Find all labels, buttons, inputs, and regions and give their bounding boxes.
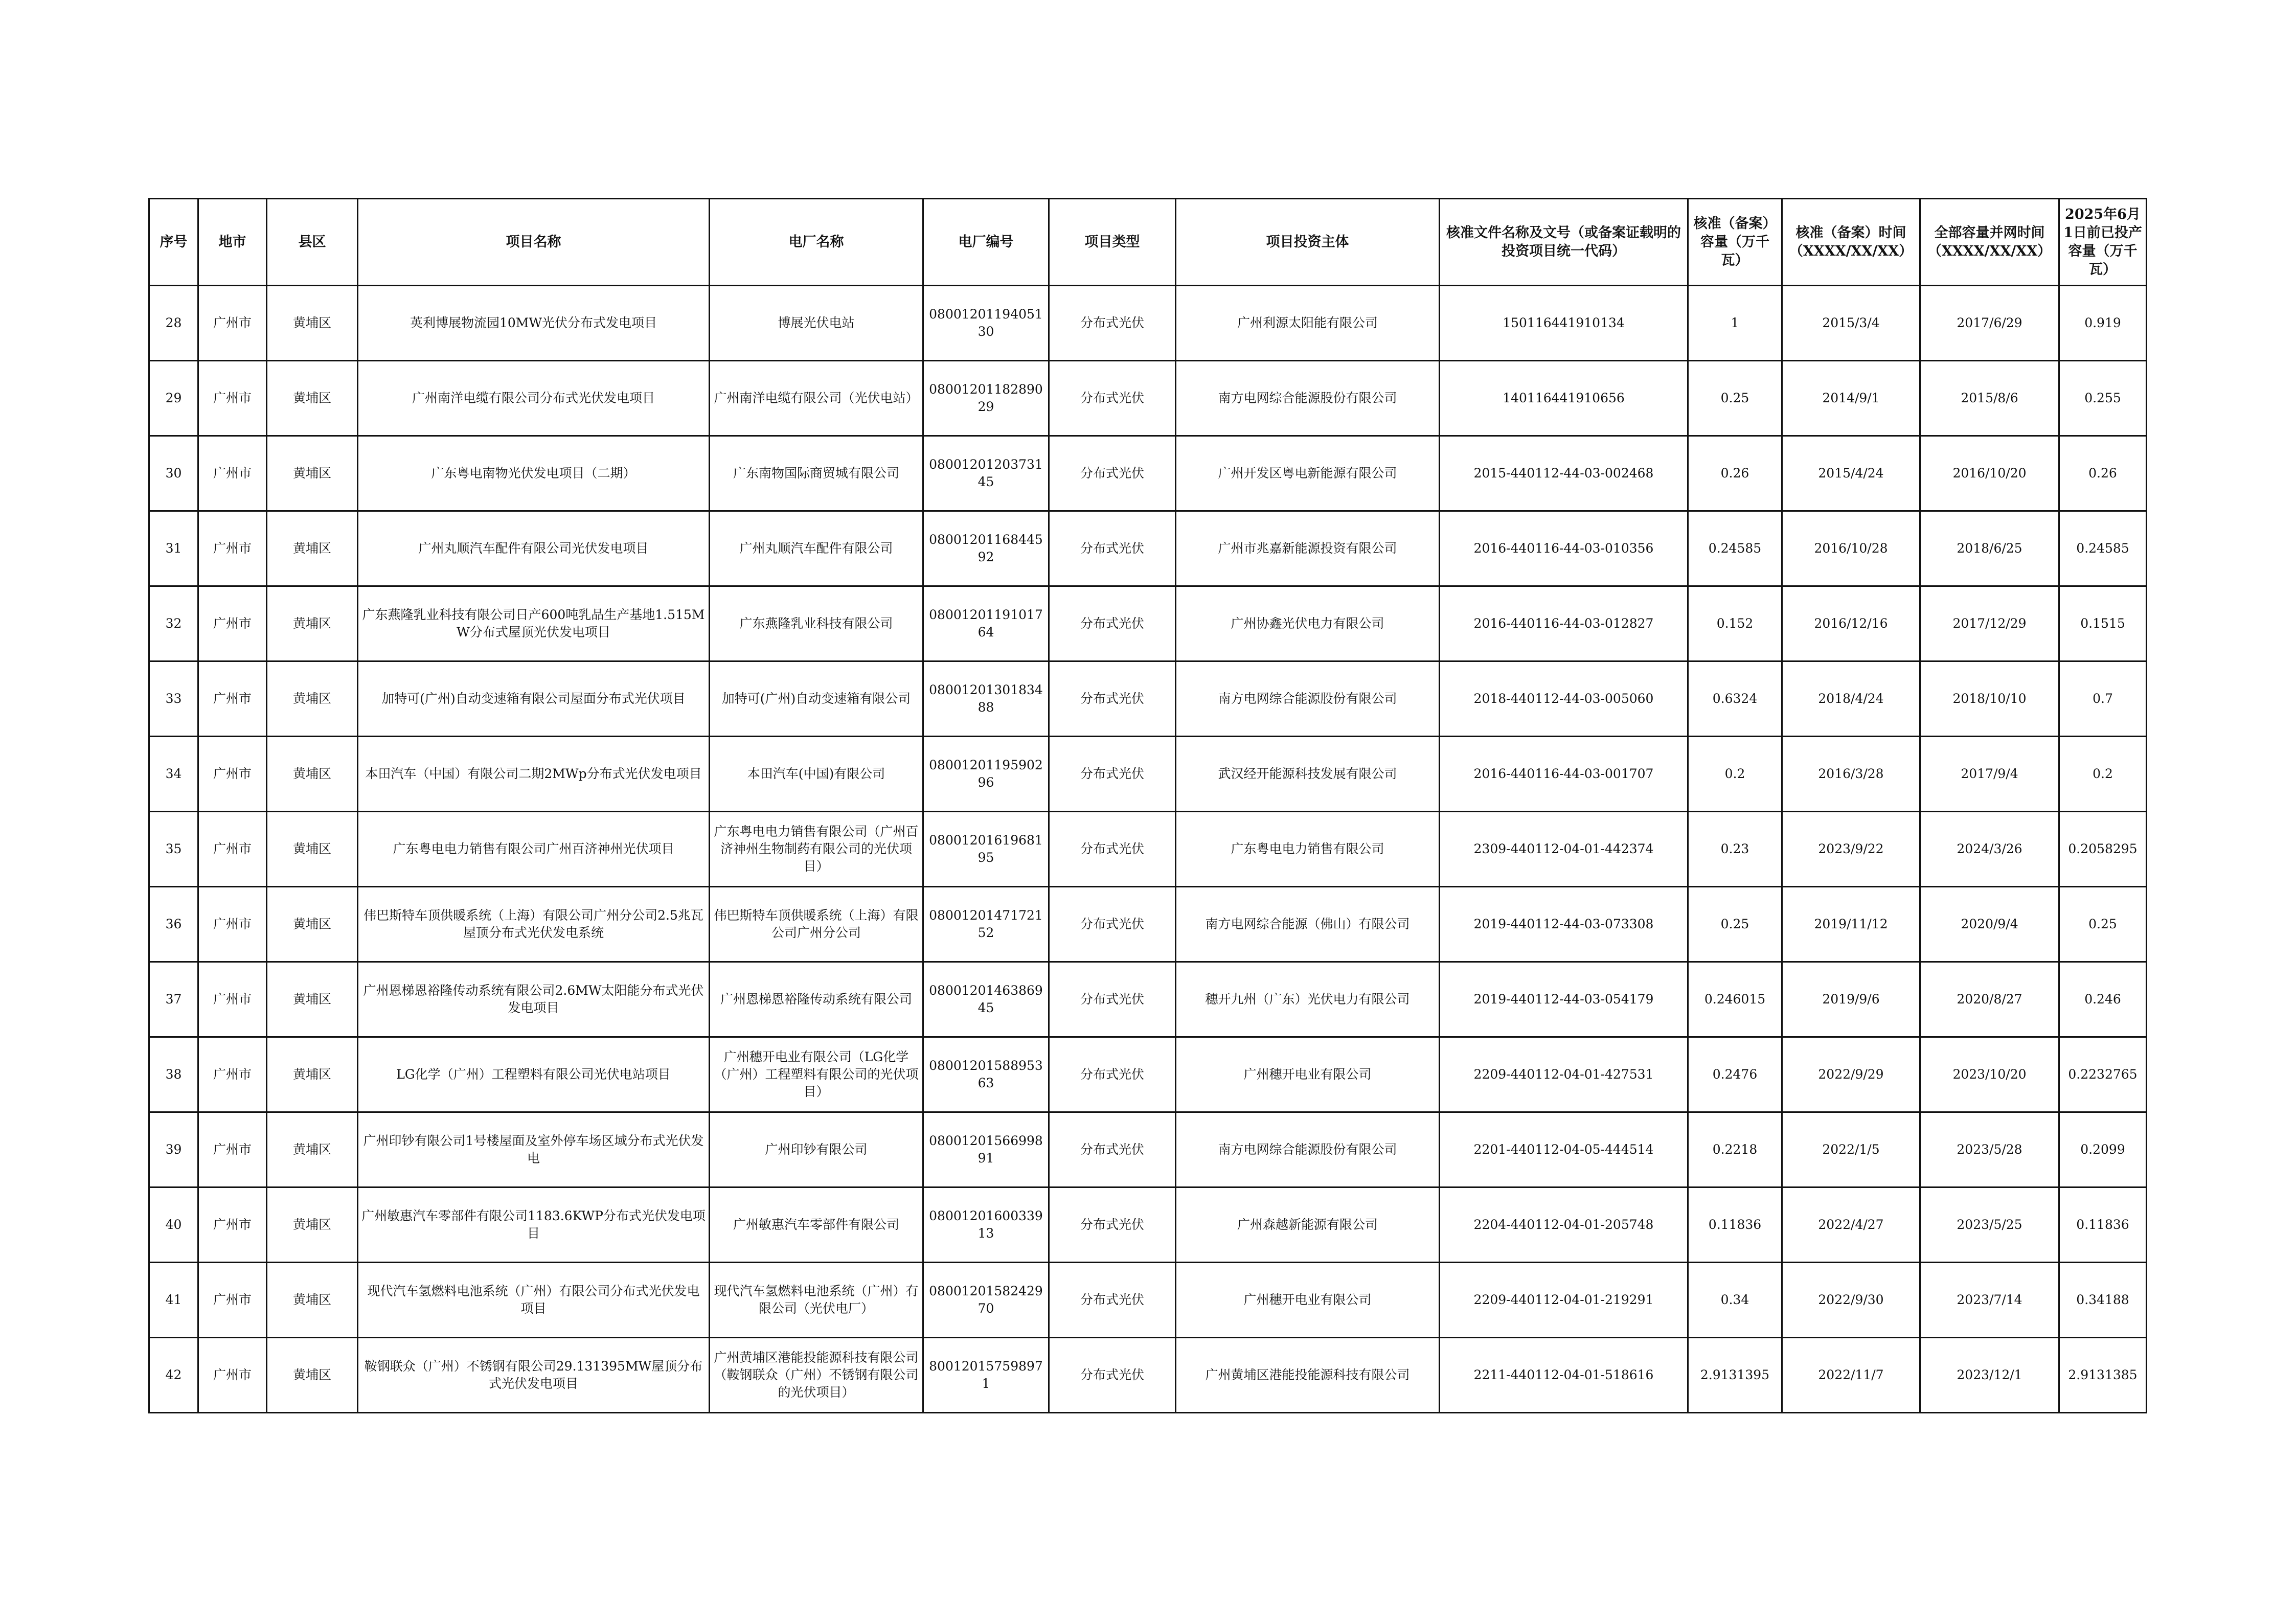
cell-approval-date: 2016/12/16 xyxy=(1782,586,1920,661)
cell-approval-doc: 2201-440112-04-05-444514 xyxy=(1440,1112,1688,1187)
cell-approved-capacity: 0.2 xyxy=(1688,737,1782,812)
cell-district: 黄埔区 xyxy=(267,286,358,361)
header-project-type: 项目类型 xyxy=(1049,199,1176,286)
cell-approval-doc: 2204-440112-04-01-205748 xyxy=(1440,1187,1688,1263)
cell-project-type: 分布式光伏 xyxy=(1049,1112,1176,1187)
cell-plant-id: 0800120156699891 xyxy=(923,1112,1049,1187)
cell-city: 广州市 xyxy=(198,511,267,586)
cell-plant-id: 800120157598971 xyxy=(923,1338,1049,1413)
cell-seq: 28 xyxy=(149,286,198,361)
cell-district: 黄埔区 xyxy=(267,1187,358,1263)
cell-approved-capacity: 1 xyxy=(1688,286,1782,361)
cell-project-name: 本田汽车（中国）有限公司二期2MWp分布式光伏发电项目 xyxy=(358,737,710,812)
cell-investor: 南方电网综合能源股份有限公司 xyxy=(1176,661,1440,737)
cell-approval-date: 2014/9/1 xyxy=(1782,361,1920,436)
table-row xyxy=(149,962,2147,1037)
table-row xyxy=(149,737,2147,812)
cell-investor: 武汉经开能源科技发展有限公司 xyxy=(1176,737,1440,812)
cell-plant-id: 0800120158895363 xyxy=(923,1037,1049,1112)
cell-investor: 广州穗开电业有限公司 xyxy=(1176,1263,1440,1338)
cell-project-name: 广州敏惠汽车零部件有限公司1183.6KWP分布式光伏发电项目 xyxy=(358,1187,710,1263)
header-plant-id: 电厂编号 xyxy=(923,199,1049,286)
cell-project-name: 伟巴斯特车顶供暖系统（上海）有限公司广州分公司2.5兆瓦屋顶分布式光伏发电系统 xyxy=(358,887,710,962)
cell-project-name: LG化学（广州）工程塑料有限公司光伏电站项目 xyxy=(358,1037,710,1112)
cell-project-type: 分布式光伏 xyxy=(1049,1187,1176,1263)
cell-approval-doc: 2016-440116-44-03-012827 xyxy=(1440,586,1688,661)
cell-installed-capacity: 0.25 xyxy=(2059,887,2147,962)
project-table xyxy=(148,198,2147,1413)
cell-district: 黄埔区 xyxy=(267,436,358,511)
cell-city: 广州市 xyxy=(198,286,267,361)
cell-approved-capacity: 0.25 xyxy=(1688,361,1782,436)
cell-seq: 29 xyxy=(149,361,198,436)
table-body xyxy=(149,286,2147,1413)
cell-investor: 广州穗开电业有限公司 xyxy=(1176,1037,1440,1112)
cell-plant-name: 博展光伏电站 xyxy=(710,286,923,361)
table-row xyxy=(149,887,2147,962)
cell-plant-name: 本田汽车(中国)有限公司 xyxy=(710,737,923,812)
cell-approval-doc: 2016-440116-44-03-001707 xyxy=(1440,737,1688,812)
cell-project-name: 广州印钞有限公司1号楼屋面及室外停车场区域分布式光伏发电 xyxy=(358,1112,710,1187)
cell-grid-date: 2017/9/4 xyxy=(1920,737,2059,812)
cell-installed-capacity: 0.2099 xyxy=(2059,1112,2147,1187)
cell-plant-id: 0800120119405130 xyxy=(923,286,1049,361)
cell-installed-capacity: 0.2 xyxy=(2059,737,2147,812)
cell-district: 黄埔区 xyxy=(267,511,358,586)
cell-plant-name: 广州黄埔区港能投能源科技有限公司（鞍钢联众（广州）不锈钢有限公司的光伏项目） xyxy=(710,1338,923,1413)
cell-grid-date: 2017/6/29 xyxy=(1920,286,2059,361)
cell-installed-capacity: 0.11836 xyxy=(2059,1187,2147,1263)
cell-investor: 南方电网综合能源（佛山）有限公司 xyxy=(1176,887,1440,962)
cell-city: 广州市 xyxy=(198,1187,267,1263)
cell-investor: 广州协鑫光伏电力有限公司 xyxy=(1176,586,1440,661)
cell-city: 广州市 xyxy=(198,1263,267,1338)
cell-installed-capacity: 0.26 xyxy=(2059,436,2147,511)
cell-city: 广州市 xyxy=(198,1338,267,1413)
cell-project-type: 分布式光伏 xyxy=(1049,962,1176,1037)
cell-plant-id: 0800120160033913 xyxy=(923,1187,1049,1263)
cell-plant-id: 0800120119590296 xyxy=(923,737,1049,812)
cell-investor: 广州开发区粤电新能源有限公司 xyxy=(1176,436,1440,511)
cell-project-type: 分布式光伏 xyxy=(1049,812,1176,887)
cell-approval-date: 2016/3/28 xyxy=(1782,737,1920,812)
cell-plant-id: 0800120116844592 xyxy=(923,511,1049,586)
cell-plant-id: 0800120130183488 xyxy=(923,661,1049,737)
cell-district: 黄埔区 xyxy=(267,737,358,812)
cell-investor: 广东粤电电力销售有限公司 xyxy=(1176,812,1440,887)
cell-project-type: 分布式光伏 xyxy=(1049,511,1176,586)
cell-investor: 南方电网综合能源股份有限公司 xyxy=(1176,1112,1440,1187)
cell-approved-capacity: 0.2218 xyxy=(1688,1112,1782,1187)
table-header-row xyxy=(149,199,2147,286)
cell-project-type: 分布式光伏 xyxy=(1049,286,1176,361)
cell-approved-capacity: 0.2476 xyxy=(1688,1037,1782,1112)
cell-approval-doc: 2019-440112-44-03-054179 xyxy=(1440,962,1688,1037)
cell-city: 广州市 xyxy=(198,661,267,737)
cell-approval-doc: 2016-440116-44-03-010356 xyxy=(1440,511,1688,586)
cell-plant-name: 广州南洋电缆有限公司（光伏电站） xyxy=(710,361,923,436)
cell-project-name: 广东粤电电力销售有限公司广州百济神州光伏项目 xyxy=(358,812,710,887)
cell-installed-capacity: 0.34188 xyxy=(2059,1263,2147,1338)
cell-plant-id: 0800120147172152 xyxy=(923,887,1049,962)
cell-approved-capacity: 0.6324 xyxy=(1688,661,1782,737)
cell-project-name: 广州丸顺汽车配件有限公司光伏发电项目 xyxy=(358,511,710,586)
cell-district: 黄埔区 xyxy=(267,361,358,436)
cell-project-name: 加特可(广州)自动变速箱有限公司屋面分布式光伏项目 xyxy=(358,661,710,737)
cell-installed-capacity: 0.1515 xyxy=(2059,586,2147,661)
cell-grid-date: 2023/5/25 xyxy=(1920,1187,2059,1263)
cell-district: 黄埔区 xyxy=(267,661,358,737)
cell-grid-date: 2023/12/1 xyxy=(1920,1338,2059,1413)
cell-plant-name: 广州恩梯恩裕隆传动系统有限公司 xyxy=(710,962,923,1037)
cell-plant-name: 广州穗开电业有限公司（LG化学（广州）工程塑料有限公司的光伏项目） xyxy=(710,1037,923,1112)
cell-investor: 广州黄埔区港能投能源科技有限公司 xyxy=(1176,1338,1440,1413)
cell-approval-date: 2019/9/6 xyxy=(1782,962,1920,1037)
cell-approved-capacity: 0.11836 xyxy=(1688,1187,1782,1263)
cell-approved-capacity: 0.152 xyxy=(1688,586,1782,661)
cell-project-name: 鞍钢联众（广州）不锈钢有限公司29.131395MW屋顶分布式光伏发电项目 xyxy=(358,1338,710,1413)
cell-approval-doc: 2209-440112-04-01-427531 xyxy=(1440,1037,1688,1112)
cell-grid-date: 2023/10/20 xyxy=(1920,1037,2059,1112)
cell-approval-date: 2022/9/29 xyxy=(1782,1037,1920,1112)
cell-project-name: 广东粤电南物光伏发电项目（二期） xyxy=(358,436,710,511)
cell-grid-date: 2017/12/29 xyxy=(1920,586,2059,661)
cell-seq: 31 xyxy=(149,511,198,586)
header-seq: 序号 xyxy=(149,199,198,286)
table-row xyxy=(149,286,2147,361)
cell-project-type: 分布式光伏 xyxy=(1049,361,1176,436)
cell-grid-date: 2023/7/14 xyxy=(1920,1263,2059,1338)
cell-approval-doc: 2019-440112-44-03-073308 xyxy=(1440,887,1688,962)
cell-city: 广州市 xyxy=(198,887,267,962)
cell-project-type: 分布式光伏 xyxy=(1049,1037,1176,1112)
cell-approval-date: 2018/4/24 xyxy=(1782,661,1920,737)
table-row xyxy=(149,511,2147,586)
cell-investor: 广州森越新能源有限公司 xyxy=(1176,1187,1440,1263)
cell-district: 黄埔区 xyxy=(267,1037,358,1112)
cell-grid-date: 2023/5/28 xyxy=(1920,1112,2059,1187)
cell-seq: 36 xyxy=(149,887,198,962)
header-district: 县区 xyxy=(267,199,358,286)
cell-plant-id: 0800120161968195 xyxy=(923,812,1049,887)
cell-approval-doc: 2018-440112-44-03-005060 xyxy=(1440,661,1688,737)
cell-plant-name: 广东粤电电力销售有限公司（广州百济神州生物制药有限公司的光伏项目） xyxy=(710,812,923,887)
table-row xyxy=(149,661,2147,737)
cell-approval-date: 2023/9/22 xyxy=(1782,812,1920,887)
cell-grid-date: 2020/8/27 xyxy=(1920,962,2059,1037)
cell-plant-name: 广州敏惠汽车零部件有限公司 xyxy=(710,1187,923,1263)
cell-plant-name: 加特可(广州)自动变速箱有限公司 xyxy=(710,661,923,737)
cell-project-type: 分布式光伏 xyxy=(1049,887,1176,962)
cell-seq: 41 xyxy=(149,1263,198,1338)
cell-investor: 南方电网综合能源股份有限公司 xyxy=(1176,361,1440,436)
cell-grid-date: 2018/6/25 xyxy=(1920,511,2059,586)
cell-grid-date: 2016/10/20 xyxy=(1920,436,2059,511)
cell-approval-doc: 2209-440112-04-01-219291 xyxy=(1440,1263,1688,1338)
cell-city: 广州市 xyxy=(198,812,267,887)
table-row xyxy=(149,1187,2147,1263)
cell-district: 黄埔区 xyxy=(267,812,358,887)
cell-installed-capacity: 2.9131385 xyxy=(2059,1338,2147,1413)
header-grid-date: 全部容量并网时间（XXXX/XX/XX） xyxy=(1920,199,2059,286)
cell-plant-name: 广东南物国际商贸城有限公司 xyxy=(710,436,923,511)
table-row xyxy=(149,1112,2147,1187)
cell-project-type: 分布式光伏 xyxy=(1049,1263,1176,1338)
cell-grid-date: 2015/8/6 xyxy=(1920,361,2059,436)
table-row xyxy=(149,812,2147,887)
cell-plant-id: 0800120146386945 xyxy=(923,962,1049,1037)
cell-grid-date: 2020/9/4 xyxy=(1920,887,2059,962)
cell-approval-date: 2015/3/4 xyxy=(1782,286,1920,361)
cell-district: 黄埔区 xyxy=(267,1263,358,1338)
cell-city: 广州市 xyxy=(198,361,267,436)
cell-approval-date: 2022/11/7 xyxy=(1782,1338,1920,1413)
cell-seq: 34 xyxy=(149,737,198,812)
cell-seq: 42 xyxy=(149,1338,198,1413)
cell-approval-date: 2019/11/12 xyxy=(1782,887,1920,962)
header-installed-capacity: 2025年6月1日前已投产容量（万千瓦） xyxy=(2059,199,2147,286)
cell-installed-capacity: 0.919 xyxy=(2059,286,2147,361)
cell-plant-id: 0800120120373145 xyxy=(923,436,1049,511)
cell-installed-capacity: 0.24585 xyxy=(2059,511,2147,586)
cell-grid-date: 2018/10/10 xyxy=(1920,661,2059,737)
table-row xyxy=(149,586,2147,661)
cell-approval-date: 2015/4/24 xyxy=(1782,436,1920,511)
cell-approval-doc: 2211-440112-04-01-518616 xyxy=(1440,1338,1688,1413)
cell-seq: 39 xyxy=(149,1112,198,1187)
cell-installed-capacity: 0.2232765 xyxy=(2059,1037,2147,1112)
cell-plant-name: 广东燕隆乳业科技有限公司 xyxy=(710,586,923,661)
cell-city: 广州市 xyxy=(198,1112,267,1187)
cell-city: 广州市 xyxy=(198,436,267,511)
cell-approved-capacity: 0.34 xyxy=(1688,1263,1782,1338)
cell-approval-date: 2022/1/5 xyxy=(1782,1112,1920,1187)
cell-plant-id: 0800120158242970 xyxy=(923,1263,1049,1338)
cell-approved-capacity: 0.24585 xyxy=(1688,511,1782,586)
cell-city: 广州市 xyxy=(198,1037,267,1112)
cell-installed-capacity: 0.246 xyxy=(2059,962,2147,1037)
cell-plant-id: 0800120118289029 xyxy=(923,361,1049,436)
table-row xyxy=(149,361,2147,436)
cell-district: 黄埔区 xyxy=(267,586,358,661)
cell-approval-doc: 150116441910134 xyxy=(1440,286,1688,361)
cell-investor: 广州市兆嘉新能源投资有限公司 xyxy=(1176,511,1440,586)
cell-city: 广州市 xyxy=(198,737,267,812)
cell-project-name: 广东燕隆乳业科技有限公司日产600吨乳品生产基地1.515MW分布式屋顶光伏发电项目 xyxy=(358,586,710,661)
cell-approval-doc: 2015-440112-44-03-002468 xyxy=(1440,436,1688,511)
header-plant-name: 电厂名称 xyxy=(710,199,923,286)
cell-project-type: 分布式光伏 xyxy=(1049,737,1176,812)
cell-district: 黄埔区 xyxy=(267,962,358,1037)
cell-installed-capacity: 0.255 xyxy=(2059,361,2147,436)
cell-seq: 40 xyxy=(149,1187,198,1263)
cell-project-name: 英利博展物流园10MW光伏分布式发电项目 xyxy=(358,286,710,361)
cell-seq: 33 xyxy=(149,661,198,737)
table-row xyxy=(149,1338,2147,1413)
cell-approval-date: 2016/10/28 xyxy=(1782,511,1920,586)
cell-approved-capacity: 0.246015 xyxy=(1688,962,1782,1037)
cell-project-type: 分布式光伏 xyxy=(1049,1338,1176,1413)
cell-seq: 38 xyxy=(149,1037,198,1112)
cell-approval-doc: 2309-440112-04-01-442374 xyxy=(1440,812,1688,887)
cell-grid-date: 2024/3/26 xyxy=(1920,812,2059,887)
cell-approval-date: 2022/4/27 xyxy=(1782,1187,1920,1263)
cell-project-name: 现代汽车氢燃料电池系统（广州）有限公司分布式光伏发电项目 xyxy=(358,1263,710,1338)
cell-plant-name: 广州印钞有限公司 xyxy=(710,1112,923,1187)
header-approved-capacity: 核准（备案）容量（万千瓦） xyxy=(1688,199,1782,286)
cell-approved-capacity: 0.26 xyxy=(1688,436,1782,511)
cell-approval-date: 2022/9/30 xyxy=(1782,1263,1920,1338)
header-city: 地市 xyxy=(198,199,267,286)
cell-plant-name: 现代汽车氢燃料电池系统（广州）有限公司（光伏电厂） xyxy=(710,1263,923,1338)
header-investor: 项目投资主体 xyxy=(1176,199,1440,286)
table-row xyxy=(149,1263,2147,1338)
cell-plant-name: 广州丸顺汽车配件有限公司 xyxy=(710,511,923,586)
cell-approved-capacity: 0.23 xyxy=(1688,812,1782,887)
header-project-name: 项目名称 xyxy=(358,199,710,286)
cell-district: 黄埔区 xyxy=(267,1112,358,1187)
cell-approved-capacity: 0.25 xyxy=(1688,887,1782,962)
cell-plant-name: 伟巴斯特车顶供暖系统（上海）有限公司广州分公司 xyxy=(710,887,923,962)
cell-seq: 35 xyxy=(149,812,198,887)
cell-seq: 32 xyxy=(149,586,198,661)
cell-district: 黄埔区 xyxy=(267,1338,358,1413)
cell-district: 黄埔区 xyxy=(267,887,358,962)
header-approval-doc: 核准文件名称及文号（或备案证载明的投资项目统一代码） xyxy=(1440,199,1688,286)
cell-seq: 30 xyxy=(149,436,198,511)
cell-installed-capacity: 0.7 xyxy=(2059,661,2147,737)
cell-city: 广州市 xyxy=(198,586,267,661)
table-row xyxy=(149,436,2147,511)
cell-investor: 广州利源太阳能有限公司 xyxy=(1176,286,1440,361)
cell-plant-id: 0800120119101764 xyxy=(923,586,1049,661)
cell-project-name: 广州恩梯恩裕隆传动系统有限公司2.6MW太阳能分布式光伏发电项目 xyxy=(358,962,710,1037)
cell-project-name: 广州南洋电缆有限公司分布式光伏发电项目 xyxy=(358,361,710,436)
cell-investor: 穗开九州（广东）光伏电力有限公司 xyxy=(1176,962,1440,1037)
header-approval-date: 核准（备案）时间（XXXX/XX/XX） xyxy=(1782,199,1920,286)
cell-approval-doc: 140116441910656 xyxy=(1440,361,1688,436)
cell-approved-capacity: 2.9131395 xyxy=(1688,1338,1782,1413)
cell-project-type: 分布式光伏 xyxy=(1049,436,1176,511)
cell-city: 广州市 xyxy=(198,962,267,1037)
table-row xyxy=(149,1037,2147,1112)
cell-seq: 37 xyxy=(149,962,198,1037)
cell-project-type: 分布式光伏 xyxy=(1049,586,1176,661)
cell-project-type: 分布式光伏 xyxy=(1049,661,1176,737)
cell-installed-capacity: 0.2058295 xyxy=(2059,812,2147,887)
